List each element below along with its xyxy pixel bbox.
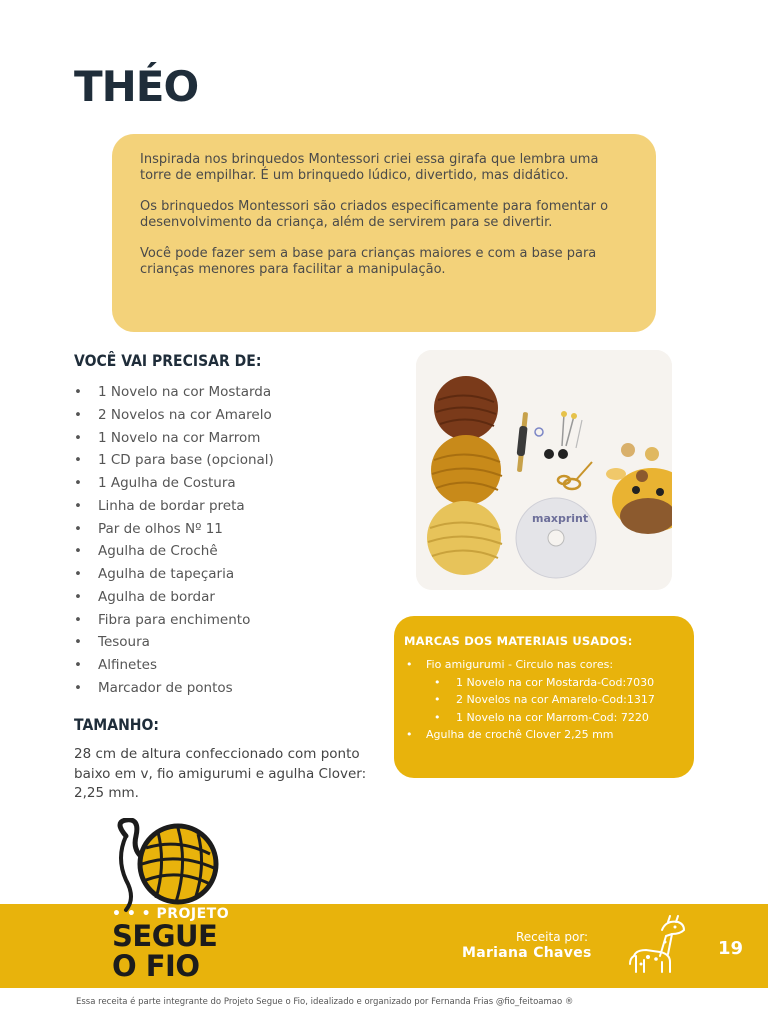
list-item: • 1 Novelo na cor Mostarda-Cod:7030 [404,674,684,692]
intro-paragraph: Inspirada nos brinquedos Montessori criei essa girafa que lembra uma torre de empilhar. É um brinquedo lúdico, divertido, mas didático. [140,152,599,183]
footnote: Essa receita é parte integrante do Projeto Segue o Fio, idealizado e organizado por Fernanda Frias @fio_feitoamao ® [76,997,574,1007]
list-item: • Tesoura [74,631,274,654]
list-item: • Linha de bordar preta [74,495,274,518]
brands-list [404,656,684,744]
intro-paragraph: Você pode fazer sem a base para crianças maiores e com a base para crianças menores para facilitar a manipulação. [140,246,597,277]
intro-paragraph: Os brinquedos Montessori são criados especificamente para fomentar o desenvolvimento da criança, além de servirem para se divertir. [140,199,609,230]
list-item: • 1 Novelo na cor Mostarda [74,381,274,404]
giraffe-icon [626,912,692,978]
list-item: • 1 Novelo na cor Marrom-Cod: 7220 [404,709,684,727]
recipe-by-label: Receita por: [516,930,589,944]
list-item: • Marcador de pontos [74,677,274,700]
list-item: • 1 Agulha de Costura [74,472,274,495]
logo-projeto-text: • • • PROJETO [112,906,230,922]
page-number: 19 [718,938,744,959]
size-heading: TAMANHO: [74,716,159,735]
list-item: • Fibra para enchimento [74,609,274,632]
logo-o-fio-text: O FIO [112,949,200,983]
list-item: • Agulha de bordar [74,586,274,609]
list-item: • Fio amigurumi - Circulo nas cores: [404,656,684,674]
list-item: • Par de olhos Nº 11 [74,518,274,541]
list-item: • Agulha de crochê Clover 2,25 mm [404,726,684,744]
list-item: • Alfinetes [74,654,274,677]
brands-heading: MARCAS DOS MATERIAIS USADOS: [404,634,633,648]
list-item: • Agulha de tapeçaria [74,563,274,586]
materials-photo [416,350,672,590]
logo-segue-text: SEGUE [112,919,218,953]
cd-label: maxprint [532,512,589,525]
page-title: THÉO [74,62,199,111]
brands-box [394,616,694,778]
yarn-ball-icon [106,818,230,918]
materials-list [74,381,274,700]
list-item: • 2 Novelos na cor Amarelo [74,404,274,427]
materials-heading: VOCÊ VAI PRECISAR DE: [74,352,262,371]
list-item: • 1 Novelo na cor Marrom [74,427,274,450]
intro-box [112,134,656,332]
materials-photo-illustration [416,350,672,590]
list-item: • 2 Novelos na cor Amarelo-Cod:1317 [404,691,684,709]
author-name: Mariana Chaves [462,945,592,961]
list-item: • 1 CD para base (opcional) [74,449,274,472]
list-item: • Agulha de Crochê [74,540,274,563]
size-description: 28 cm de altura confeccionado com ponto baixo em v, fio amigurumi e agulha Clover: 2,25 mm. [74,746,367,801]
